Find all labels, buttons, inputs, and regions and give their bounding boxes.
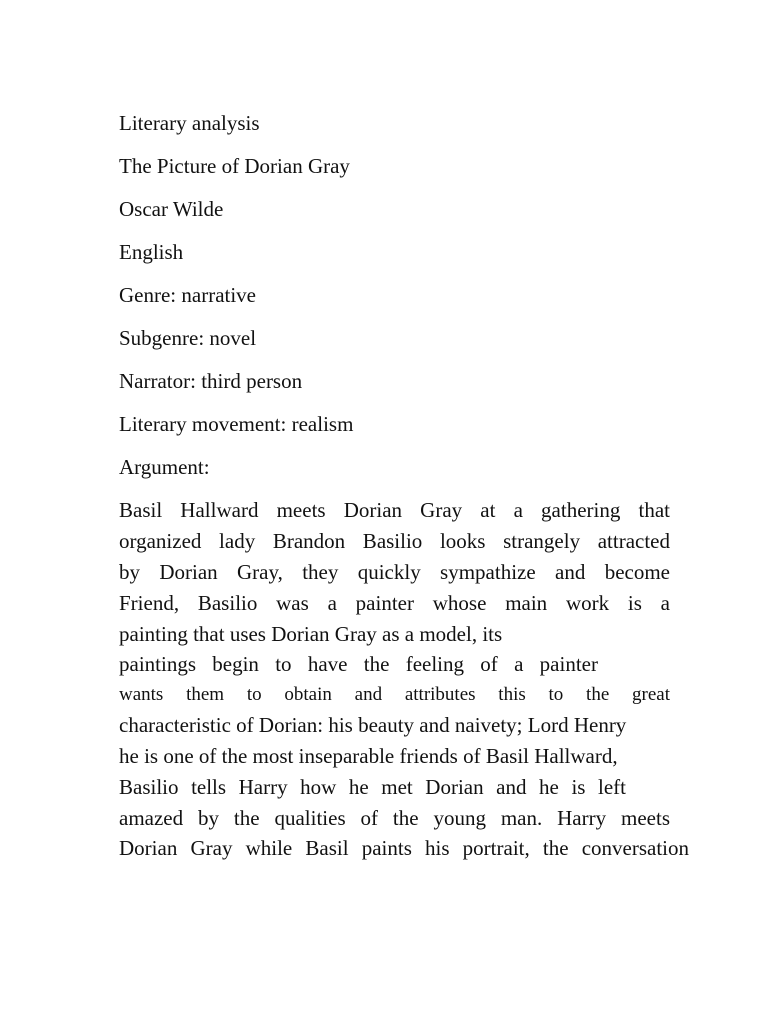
- literary-movement-line: Literary movement: realism: [119, 412, 354, 436]
- argument-line-8: characteristic of Dorian: his beauty and naivety; Lord Henry: [119, 713, 627, 737]
- book-title-line: The Picture of Dorian Gray: [119, 154, 350, 178]
- author-line: Oscar Wilde: [119, 197, 224, 221]
- argument-line-3: by Dorian Gray, they quickly sympathize and become: [119, 560, 670, 584]
- argument-line-6: paintings begin to have the feeling of a painter: [119, 652, 598, 676]
- argument-line-7: wants them to obtain and attributes this to the great: [119, 684, 670, 705]
- argument-line-12: Dorian Gray while Basil paints his portrait, the conversation: [119, 836, 689, 860]
- argument-line-9: he is one of the most inseparable friends of Basil Hallward,: [119, 744, 618, 768]
- document-type-line: Literary analysis: [119, 111, 260, 135]
- argument-line-2: organized lady Brandon Basilio looks strangely attracted: [119, 529, 670, 553]
- genre-line: Genre: narrative: [119, 283, 257, 307]
- argument-line-1: Basil Hallward meets Dorian Gray at a gathering that: [119, 498, 670, 522]
- argument-heading: Argument:: [119, 455, 210, 479]
- subgenre-line: Subgenre: novel: [119, 326, 257, 350]
- argument-line-11: amazed by the qualities of the young man. Harry meets: [119, 806, 670, 830]
- language-line: English: [119, 240, 184, 264]
- narrator-line: Narrator: third person: [119, 369, 303, 393]
- argument-line-10: Basilio tells Harry how he met Dorian and he is left: [119, 775, 626, 799]
- argument-line-4: Friend, Basilio was a painter whose main work is a: [119, 591, 670, 615]
- argument-line-5: painting that uses Dorian Gray as a model, its: [119, 622, 503, 646]
